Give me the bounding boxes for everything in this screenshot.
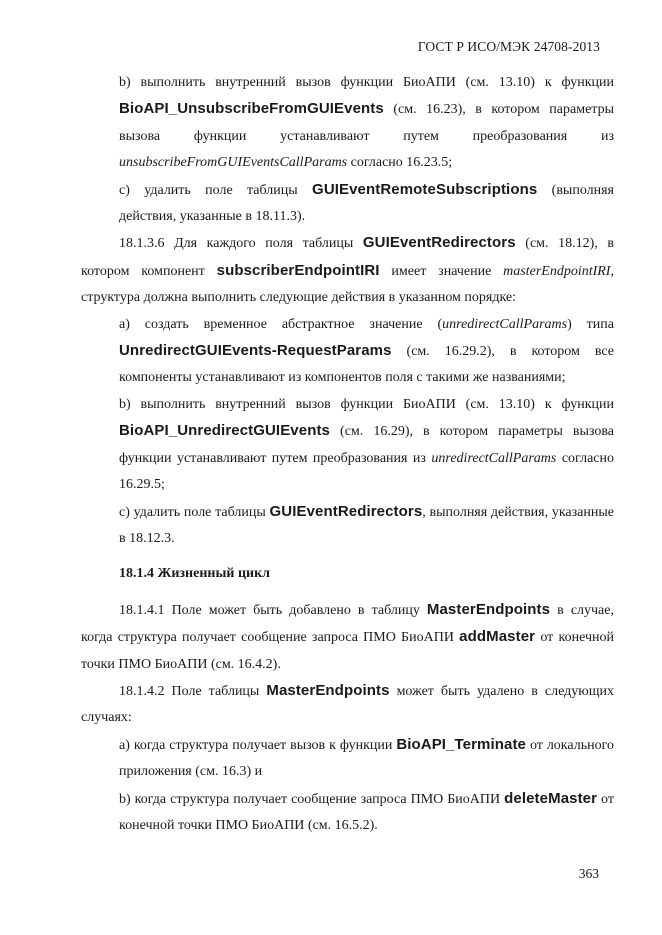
parameter-name: unredirectCallParams xyxy=(442,316,568,332)
table-name: MasterEndpoints xyxy=(266,681,390,699)
text-run: b) выполнить внутренний вызов функции БиоАПИ (см. 13.10) к функции xyxy=(119,396,614,412)
function-name: BioAPI_UnsubscribeFromGUIEvents xyxy=(119,100,384,118)
list-item-b xyxy=(81,70,614,177)
parameter-name: unsubscribeFromGUIEventsCallParams xyxy=(119,155,348,171)
function-name: BioAPI_Terminate xyxy=(396,735,526,753)
text-run: ) типа xyxy=(567,316,614,332)
text-run: 18.1.3.6 Для каждого поля таблицы xyxy=(119,236,363,252)
text-run: может быть удалено в следующих случаях: xyxy=(81,683,615,726)
message-name: deleteMaster xyxy=(504,789,598,807)
text-run: 18.1.4.1 Поле может быть добавлено в таблицу xyxy=(119,602,427,618)
text-run: a) создать временное абстрактное значение ( xyxy=(119,316,443,332)
text-run: согласно 16.29.5; xyxy=(119,450,614,493)
text-run: в случае, когда структура получает сообщение запроса ПМО БиоАПИ xyxy=(81,602,614,646)
text-run: (см. 16.23), в котором параметры вызова функции устанавливают путем преобразования из xyxy=(119,102,614,144)
clause-18-1-4-2 xyxy=(81,678,614,732)
section-heading: 18.1.4 Жизненный цикл xyxy=(119,566,270,582)
text-run: (выполняя действия, указанные в 18.11.3). xyxy=(119,182,614,225)
text-run: c) удалить поле таблицы xyxy=(119,182,313,198)
table-name: GUIEventRemoteSubscriptions xyxy=(312,180,538,198)
text-run: c) удалить поле таблицы xyxy=(119,504,270,520)
page-number: 363 xyxy=(578,866,599,881)
function-name: BioAPI_UnredirectGUIEvents xyxy=(119,422,330,440)
list-item-c xyxy=(81,177,614,231)
list-item-a xyxy=(81,312,614,392)
text-run: согласно 16.23.5; xyxy=(347,155,453,171)
running-header: ГОСТ Р ИСО/МЭК 24708-2013 xyxy=(417,39,600,54)
type-name: UnredirectGUIEvents-RequestParams xyxy=(119,342,392,360)
text-run: имеет значение xyxy=(379,263,504,279)
text-run: , выполняя действия, указанные в 18.12.3. xyxy=(119,504,614,546)
text-run: (см. 16.29), в котором параметры вызова функции устанавливают путем преобразования из xyxy=(119,424,614,466)
list-item-a xyxy=(81,732,614,786)
text-run: , структура должна выполнить следующие действия в указанном порядке: xyxy=(81,263,614,306)
list-item-c xyxy=(81,499,614,553)
text-run: b) когда структура получает сообщение запроса ПМО БиоАПИ xyxy=(119,791,505,807)
text-run: от конечной точки ПМО БиоАПИ (см. 16.4.2). xyxy=(81,630,614,672)
text-run: (см. 16.29.2), в котором все компоненты устанавливают из компонентов поля с такими же названиями; xyxy=(119,344,614,386)
text-run: b) выполнить внутренний вызов функции БиоАПИ (см. 13.10) к функции xyxy=(119,75,614,90)
text-run: a) когда структура получает вызов к функции xyxy=(119,737,397,753)
list-item-b xyxy=(81,786,614,840)
list-item-b xyxy=(81,392,614,499)
table-name: MasterEndpoints xyxy=(426,600,551,618)
value-name: masterEndpointIRI xyxy=(503,263,611,279)
document-body xyxy=(81,70,614,839)
table-name: GUIEventRedirectors xyxy=(362,234,516,252)
clause-18-1-4-1 xyxy=(81,597,614,678)
text-run: от конечной точки ПМО БиоАПИ (см. 16.5.2). xyxy=(119,791,614,833)
clause-18-1-3-6 xyxy=(81,230,614,311)
table-name: GUIEventRedirectors xyxy=(269,502,423,520)
parameter-name: unredirectCallParams xyxy=(431,450,557,466)
text-run: 18.1.4.2 Поле таблицы xyxy=(119,683,267,699)
text-run: от локального приложения (см. 16.3) и xyxy=(119,737,614,780)
message-name: addMaster xyxy=(459,628,536,646)
component-name: subscriberEndpointIRI xyxy=(216,261,380,279)
text-run: (см. 18.12), в котором компонент xyxy=(81,236,614,279)
